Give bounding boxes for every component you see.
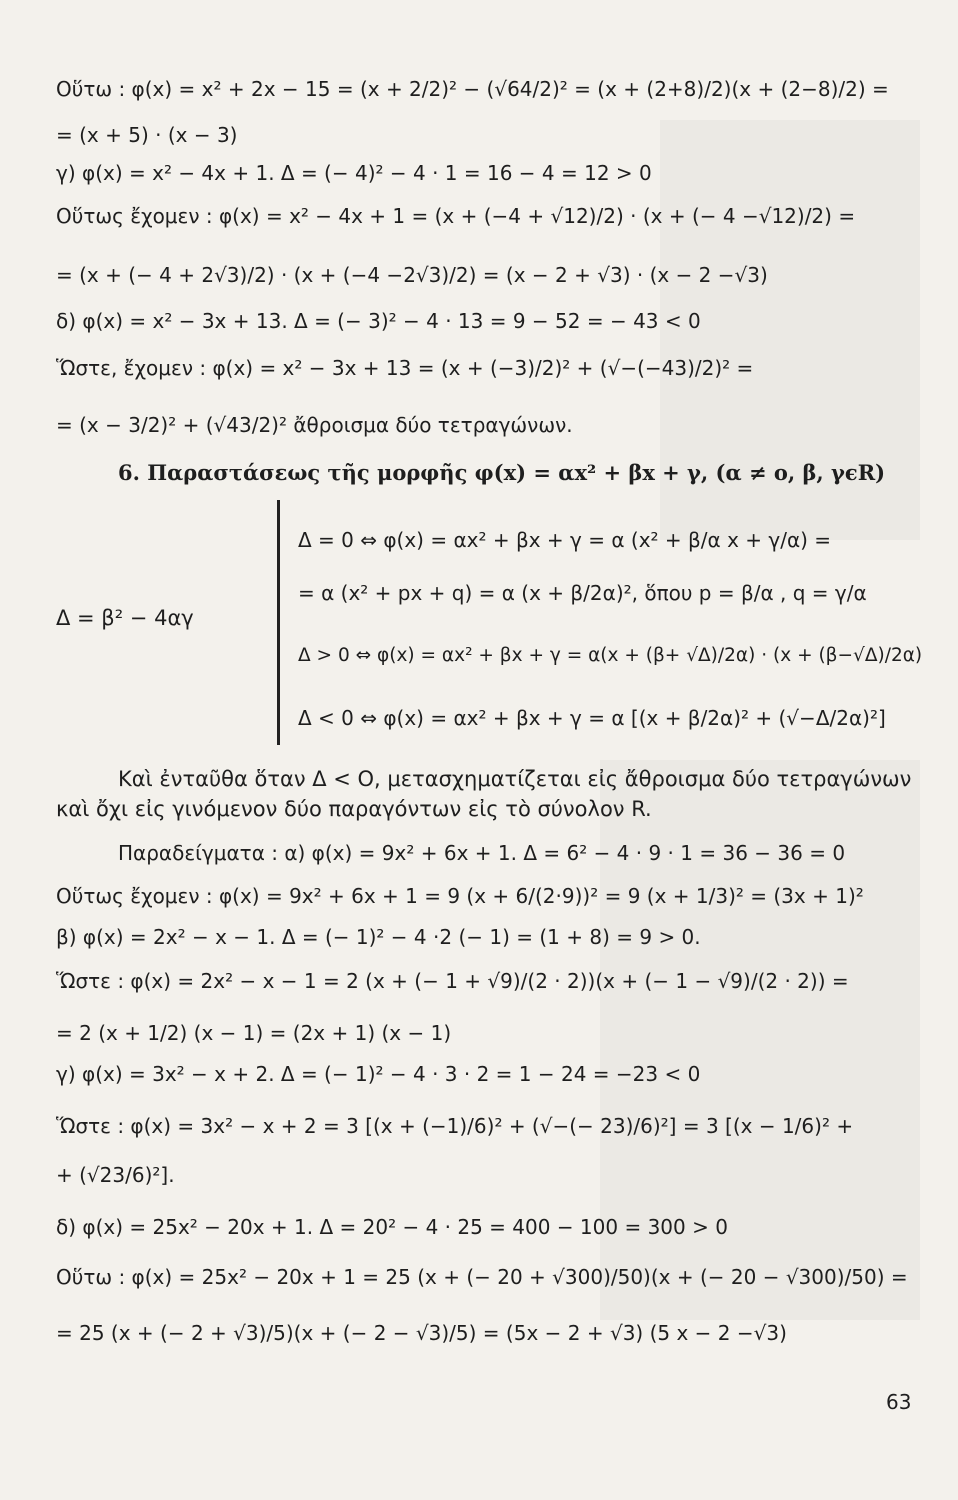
text-line: καὶ ὄχι εἰς γινόμενον δύο παραγόντων εἰς τὸ σύνολον R. <box>56 797 652 821</box>
text-line: = 25 (x + (− 2 + √3)/5)(x + (− 2 − √3)/5) = (5x − 2 + √3) (5 x − 2 −√3) <box>56 1321 787 1345</box>
page-number: 63 <box>886 1390 912 1414</box>
text-line: γ) φ(x) = x² − 4x + 1. Δ = (− 4)² − 4 · 1 = 16 − 4 = 12 > 0 <box>56 161 652 185</box>
text-line: Ὥστε : φ(x) = 2x² − x − 1 = 2 (x + (− 1 + √9)/(2 · 2))(x + (− 1 − √9)/(2 · 2)) = <box>56 969 849 993</box>
text-line: Δ < 0 ⇔ φ(x) = αx² + βx + γ = α [(x + β/2α)² + (√−Δ/2α)²] <box>298 706 886 730</box>
text-line: Οὕτως ἔχομεν : φ(x) = 9x² + 6x + 1 = 9 (x + 6/(2·9))² = 9 (x + 1/3)² = (3x + 1)² <box>56 884 864 908</box>
text-line: β) φ(x) = 2x² − x − 1. Δ = (− 1)² − 4 ·2 (− 1) = (1 + 8) = 9 > 0. <box>56 925 701 949</box>
text-line: = (x + (− 4 + 2√3)/2) · (x + (−4 −2√3)/2) = (x − 2 + √3) · (x − 2 −√3) <box>56 263 768 287</box>
section-heading: 6. Παραστάσεως τῆς μορφῆς φ(x) = αx² + βx + γ, (α ≠ o, β, γϵR) <box>118 460 886 485</box>
text-line: Δ = 0 ⇔ φ(x) = αx² + βx + γ = α (x² + β/α x + γ/α) = <box>298 528 832 552</box>
text-line: Οὕτω : φ(x) = 25x² − 20x + 1 = 25 (x + (− 20 + √300)/50)(x + (− 20 − √300)/50) = <box>56 1265 908 1289</box>
text-line: Οὕτω : φ(x) = x² + 2x − 15 = (x + 2/2)² − (√64/2)² = (x + (2+8)/2)(x + (2−8)/2) = <box>56 77 889 101</box>
text-line: = 2 (x + 1/2) (x − 1) = (2x + 1) (x − 1) <box>56 1021 452 1045</box>
text-line: = α (x² + px + q) = α (x + β/2α)², ὅπου p = β/α , q = γ/α <box>298 581 867 605</box>
text-line: = (x + 5) · (x − 3) <box>56 123 238 147</box>
text-line: Καὶ ἐνταῦθα ὅταν Δ < O, μετασχηματίζεται εἰς ἄθροισμα δύο τετραγώνων <box>118 767 912 791</box>
text-line: = (x − 3/2)² + (√43/2)² ἄθροισμα δύο τετραγώνων. <box>56 413 573 437</box>
text-line: Οὕτως ἔχομεν : φ(x) = x² − 4x + 1 = (x + (−4 + √12)/2) · (x + (− 4 −√12)/2) = <box>56 204 856 228</box>
text-line: Δ > 0 ⇔ φ(x) = αx² + βx + γ = α(x + (β+ √Δ)/2α) · (x + (β−√Δ)/2α) <box>298 645 923 666</box>
text-line: Παραδείγματα : α) φ(x) = 9x² + 6x + 1. Δ = 6² − 4 · 9 · 1 = 36 − 36 = 0 <box>118 841 846 865</box>
brace-line <box>277 500 280 745</box>
text-line: δ) φ(x) = x² − 3x + 13. Δ = (− 3)² − 4 · 13 = 9 − 52 = − 43 < 0 <box>56 309 701 333</box>
delta-definition: Δ = β² − 4αγ <box>56 606 194 630</box>
text-line: Ὥστε, ἔχομεν : φ(x) = x² − 3x + 13 = (x + (−3)/2)² + (√−(−43)/2)² = <box>56 356 754 380</box>
text-line: + (√23/6)²]. <box>56 1163 175 1187</box>
text-line: γ) φ(x) = 3x² − x + 2. Δ = (− 1)² − 4 · 3 · 2 = 1 − 24 = −23 < 0 <box>56 1062 701 1086</box>
text-line: δ) φ(x) = 25x² − 20x + 1. Δ = 20² − 4 · 25 = 400 − 100 = 300 > 0 <box>56 1215 728 1239</box>
text-line: Ὥστε : φ(x) = 3x² − x + 2 = 3 [(x + (−1)/6)² + (√−(− 23)/6)²] = 3 [(x − 1/6)² + <box>56 1114 854 1138</box>
